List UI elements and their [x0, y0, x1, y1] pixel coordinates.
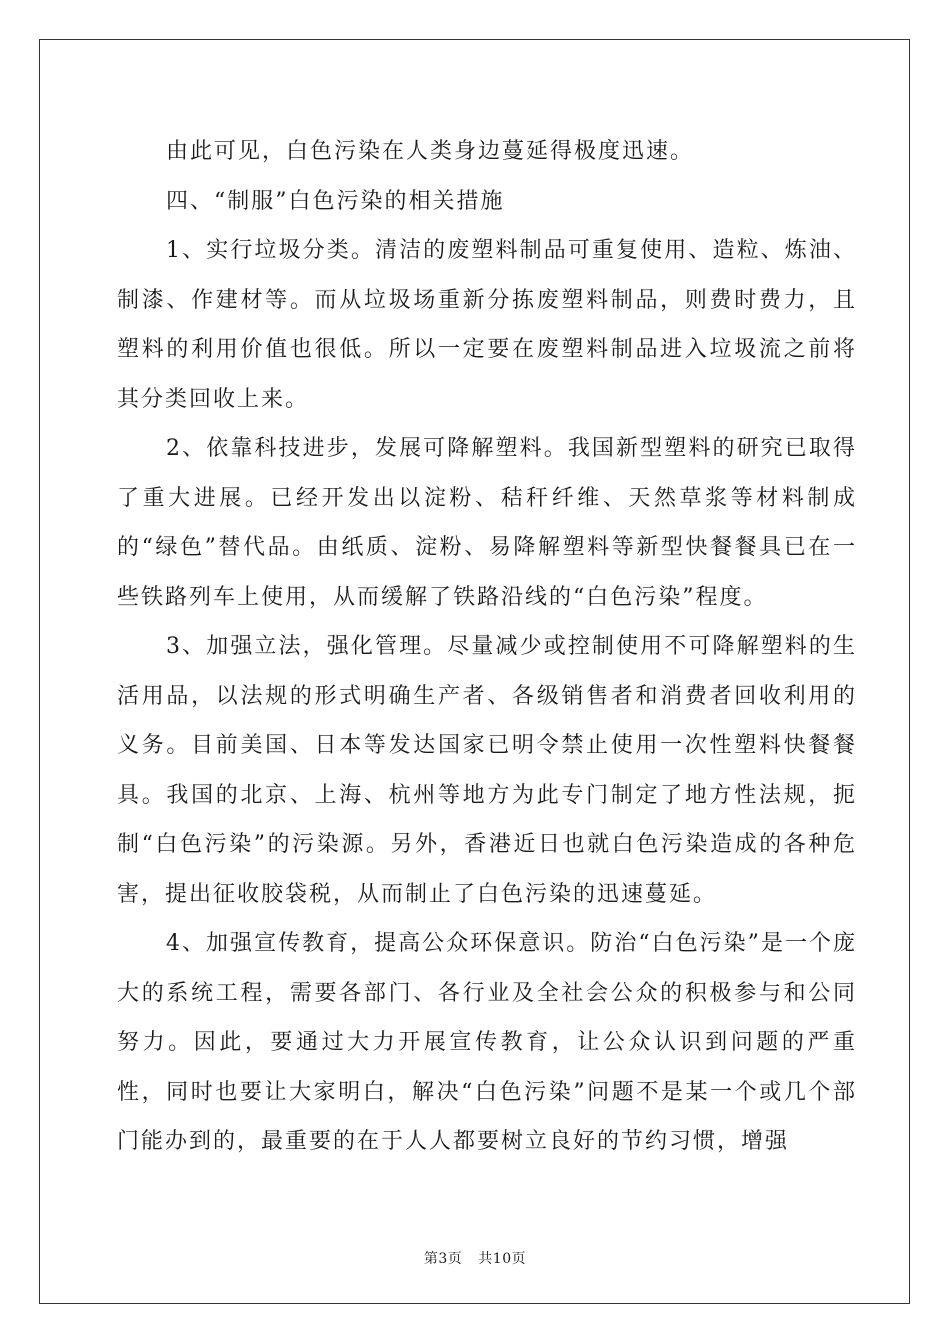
paragraph-measure-2: 2、依靠科技进步，发展可降解塑料。我国新型塑料的研究已取得了重大进展。已经开发出以淀粉、秸秆纤维、天然草浆等材料制成的“绿色”替代品。由纸质、淀粉、易降解塑料等新型快餐餐具已在一些铁路列车上使用，从而缓解了铁路沿线的“白色污染”程度。	[117, 436, 857, 610]
paragraph-measure-3: 3、加强立法，强化管理。尽量减少或控制使用不可降解塑料的生活用品，以法规的形式明确生产者、各级销售者和消费者回收利用的义务。目前美国、日本等发达国家已明令禁止使用一次性塑料快餐餐具。我国的北京、上海、杭州等地方为此专门制定了地方性法规，扼制“白色污染”的污染源。另外，香港近日也就白色污染造成的各种危害，提出征收胶袋税，从而制止了白色污染的迅速蔓延。	[117, 634, 857, 907]
page-footer	[0, 1248, 950, 1268]
page-total: 共10页	[478, 1251, 527, 1267]
paragraph-measure-4: 4、加强宣传教育，提高公众环保意识。防治“白色污染”是一个庞大的系统工程，需要各部门、各行业及全社会公众的积极参与和公同努力。因此，要通过大力开展宣传教育，让公众认识到问题的严重性，同时也要让大家明白，解决“白色污染”问题不是某一个或几个部门能办到的，最重要的在于人人都要树立良好的节约习惯，增强	[117, 931, 857, 1154]
page-number: 第3页	[423, 1251, 463, 1267]
paragraph-conclusion: 由此可见，白色污染在人类身边蔓延得极度迅速。	[166, 139, 695, 164]
paragraph-measure-1: 1、实行垃圾分类。清洁的废塑料制品可重复使用、造粒、炼油、制漆、作建材等。而从垃圾场重新分拣废塑料制品，则费时费力，且塑料的利用价值也很低。所以一定要在废塑料制品进入垃圾流之前将其分类回收上来。	[117, 238, 857, 412]
section-heading: 四、“制服”白色污染的相关措施	[166, 188, 505, 214]
document-body	[117, 127, 857, 1167]
